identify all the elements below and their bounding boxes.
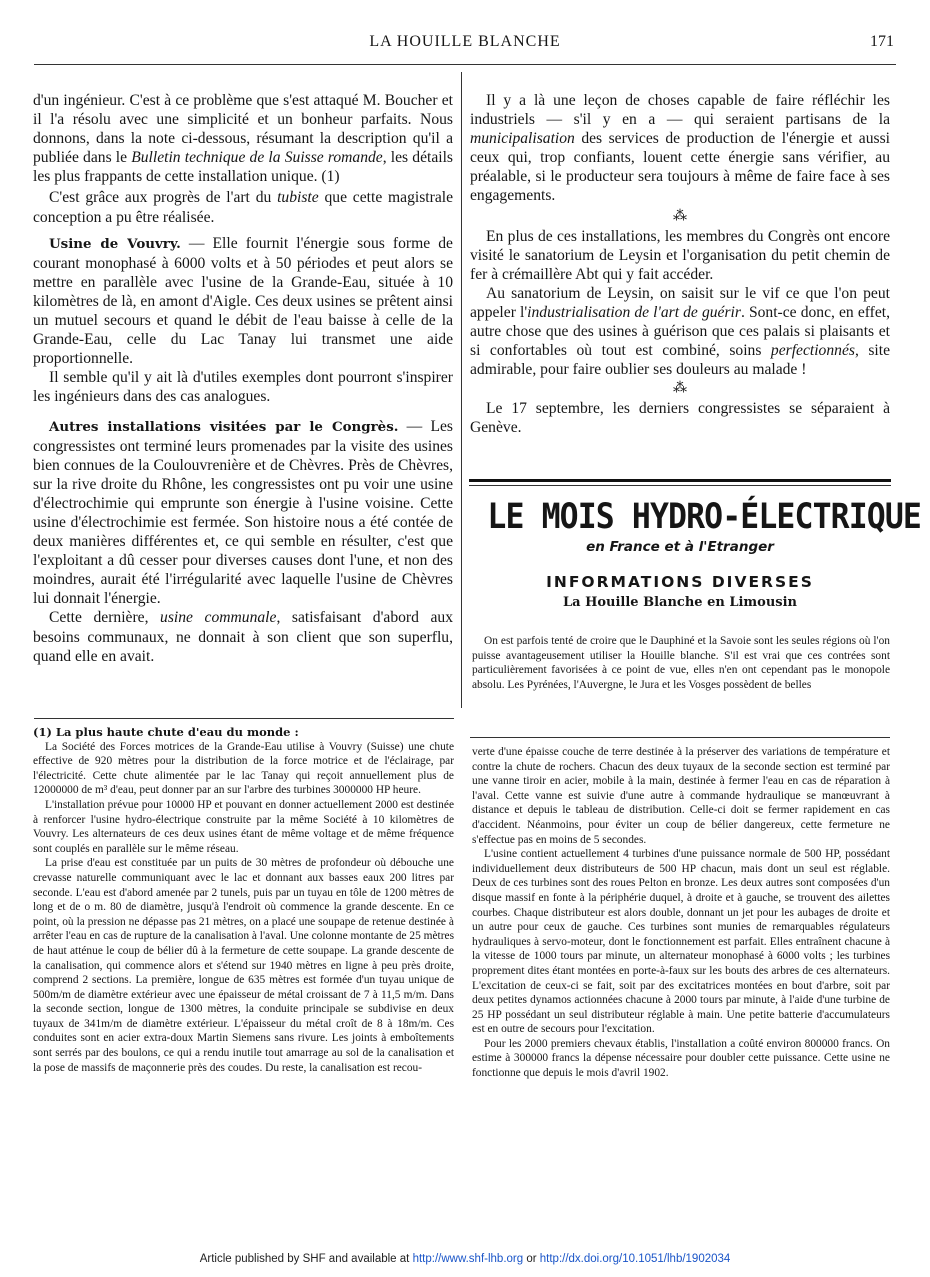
footnote-rule [34,718,454,719]
right-column [470,91,890,438]
paragraph: L'usine contient actuellement 4 turbines d'une puissance normale de 500 HP, possédant individuellement deux distributeurs de 500 HP chacun, mais dont un seul est réglable. Deux de ces turbines sont des roues Pelton en bronze. Les deux autres sont composées d'un disque massif en fonte à la périphérie duquel, à droite et à gauche, se trouvent des ailettes courbes. Chaque distributeur est alors double, donnant un jet pour les aubages de droite et un autre pour ceux de gauche. Ces turbines sont munies de remarquables régulateurs hydrauliques à servo-moteur, dont le fonctionnement est parfait. Elles entraînent chacune à la vitesse de 1000 tours par minute, un alternateur monophasé à 6000 volts ; les turbines proprement dites étant montées en porte-à-faux sur les bouts des arbres de ces alternateurs. L'excitation de ceux-ci se fait, soit par des excitatrices montées en bout d'arbre, soit par deux petites dynamos actionnées chacune à 2000 tours par minute, à l'aide d'une turbine de 25 HP possédant un seul distributeur réglable à main. Une petite batterie d'accumulateurs est en outre de secours pour l'excitation. [472,848,890,1036]
paragraph: C'est grâce aux progrès de l'art du tubiste que cette magistrale conception a pu être réalisée. [33,189,453,226]
paragraph: Usine de Vouvry. — Elle fournit l'énergie sous forme de courant monophasé à 6000 volts et à 50 périodes et peut alors se mettre en parallèle avec l'usine de la Grande-Eau, située à 10 kilomètres de là, en amont d'Aigle. Ces deux usines se prêtent ainsi un mutuel secours et quand le débit de l'eau baisse à celle de la Grande-Eau, celle du Lac Tanay lui transmet une aide proportionnelle. [33,234,453,368]
shf-link[interactable]: http://www.shf-lhb.org [412,1253,524,1265]
paragraph: Au sanatorium de Leysin, on saisit sur le vif ce que l'on peut appeler l'industrialisation de l'art de guérir. Sont-ce donc, en effet, autre chose que des usines à guérison que ces palais si plaisants et si confortables où tout est combiné, soins perfectionnés, site admirable, pour faire oublier ses douleurs au malade ! [470,284,891,379]
journal-title: LA HOUILLE BLANCHE [369,33,561,50]
section-separator: ⁂ [673,208,687,224]
title-rule-thick [469,479,891,482]
paragraph: Il semble qu'il y ait là d'utiles exemples dont pourront s'inspirer les ingénieurs dans des cas analogues. [33,369,453,406]
footnote-left [33,725,454,1075]
paragraph: L'installation prévue pour 10000 HP et pouvant en donner actuellement 2000 est destinée à renforcer l'usine hydro-électrique construite par la même Société à 10 kilomètres de Vouvry. Les alternateurs de ces deux usines étant de même voltage et de même fréquence sont couplés en parallèle sur le même réseau. [33,798,454,855]
news-text: On est parfois tenté de croire que le Dauphiné et la Savoie sont les seules régions où l'on puisse avantageusement utiliser la Houille blanche. S'il est vrai que ces contrées sont particulièrement favorisées à ce point de vue, elles n'en ont cependant pas le monopole absolu. Les Pyrénées, l'Auvergne, le Jura et les Vosges possèdent de belles [472,635,890,691]
paragraph: Cette dernière, usine communale, satisfaisant d'abord aux besoins communaux, ne donnait à son client que son superflu, quand elle en avait. [33,609,453,665]
section-subtitle: en France et à l'Etranger [586,539,774,555]
paragraph: La prise d'eau est constituée par un puits de 30 mètres de profondeur où débouche une crevasse naturelle communiquant avec le lac et donnant aux basses eaux 200 litres par seconde. L'eau est d'abord amenée par 2 tunels, puis par un tuyau en tôle de 1200 mètres de long et de o m. 80 de diamètre, jusqu'à l'endroit où commence la grande descente. En ce point, où la pression ne dépasse pas 21 mètres, on a placé une soupape de retenue destinée à arrêter l'eau en cas de rupture de la canalisation à l'aval. Une colonne montante de 25 mètres de haut atténue le coup de bélier dû à la fermeture de cette soupape. La grande descente de la canalisation, qui commence alors et s'étend sur 1940 mètres en ligne à peu près droite, comprend 2 sections. La première, longue de 635 mètres est formée d'un tuyau unique de 500m/m de diamètre extérieur avec une épaisseur de métal croissant de 7 à 11,5 m/m. Dans la seconde section, longue de 1300 mètres, la conduite principale se subdivise en deux tuyaux de 341m/m de diamètre extérieur. L'épaisseur du métal croît de 8 à 18m/m. Ces conduites sont en acier extra-doux Martin Siemens sans rivure. Les joints à emboîtements sont serrés par des boulons, ce qui a rendu inutile tout amarrage au sol de la canalisation et la pose de massifs de maçonnerie près des coudes. Du reste, la canalisation est recou- [33,857,454,1074]
page-number: 171 [870,33,894,50]
column-divider [461,72,462,708]
paragraph: Autres installations visitées par le Congrès. — Les congressistes ont terminé leurs promenades par la visite des usines bien connues de la Coulouvrenière et de Chèvres. Près de Chèvres, sur la rive droite du Rhône, les congressistes ont pu voir une usine d'électrochimie qui emprunte son énergie à l'usine voisine. Cette usine d'électrochimie est fermée. Son histoire nous a été contée de deux manières différentes et, ce qui semble en résulter, c'est que l'exploitant a dû cesser pour diverses causes dont l'une, et non des moindres, aurait été l'irrégularité avec laquelle l'usine de Chèvres lui donnait l'énergie. [33,417,453,608]
publication-footer: Article published by SHF and available at http://www.shf-lhb.org or http://dx.doi.org/10.1051/lhb/1902034 [199,1253,731,1265]
footnote-rule-right [470,737,890,738]
paragraph: Pour les 2000 premiers chevaux établis, l'installation a coûté environ 800000 francs. On estime à 300000 francs la dépense nécessaire pour doubler cette puissance. Cette usine ne fonctionne que depuis le mois d'avril 1902. [472,1037,890,1080]
section-separator: ⁂ [673,381,687,397]
paragraph: La Société des Forces motrices de la Grande-Eau utilise à Vouvry (Suisse) une chute effective de 920 mètres pour la distribution de la force motrice et de l'éclairage, par l'électricité. Cette chute alimentée par le lac Tanay qui reçoit annuellement plus de 12000000 de m³ d'eau, peut donner par an sur l'arbre des turbines 3000000 HP heure. [33,740,454,797]
left-column [33,91,453,666]
paragraph: d'un ingénieur. C'est à ce problème que s'est attaqué M. Boucher et il l'a résolu avec une simplicité et un bonheur parfaits. Nous donnons, dans la note ci-dessous, résumant la description qu'il a publiée dans le Bulletin technique de la Suisse romande, les détails les plus frappants de cette installation unique. (1) [33,92,453,186]
paragraph: verte d'une épaisse couche de terre destinée à la préserver des variations de température et contre la chute de rochers. Chacun des deux tuyaux de la seconde section est terminé par une vanne tiroir en acier, mobile à la main, destinée à fermer l'eau en cas de réparation à l'aval. Cette vanne est suivie d'une autre à commande hydraulique se manœuvrant à distance et depuis le tableau de distribution. Celle-ci doit se fermer rapidement en cas d'accident. Néanmoins, pour éviter un coup de bélier dangereux, cette fermeture ne s'effectue pas en moins de 5 secondes. [472,746,890,846]
rubric-title: INFORMATIONS DIVERSES [546,573,814,591]
article-title: La Houille Blanche en Limousin [563,595,797,610]
paragraph: En plus de ces installations, les membres du Congrès ont encore visité le sanatorium de Leysin et l'organisation du petit chemin de fer à crémaillère Abt qui y fait accéder. [470,227,890,283]
doi-link[interactable]: http://dx.doi.org/10.1051/lhb/1902034 [539,1253,731,1265]
section-heading: Autres installations visitées par le Congrès. [49,418,399,435]
section-heading: Usine de Vouvry. [49,235,181,252]
footnote-heading: (1) La plus haute chute d'eau du monde : [33,725,299,739]
paragraph: Il y a là une leçon de choses capable de faire réfléchir les industriels — s'il y en a — qui seraient partisans de la municipalisation des services de production de l'énergie et aussi ceux qui, trop confiants, louent cette énergie sans vérifier, au préalable, si le producteur sera toujours à même de faire face à ses engagements. [470,92,890,205]
section-title-block [466,497,921,610]
section-title: LE MOIS HYDRO-ÉLECTRIQUE [487,497,921,537]
paragraph: Le 17 septembre, les derniers congressistes se séparaient à Genève. [470,400,890,437]
header-rule [34,64,896,65]
footnote-right [472,745,890,1081]
title-rule-thin [469,485,891,486]
running-header [36,33,894,55]
